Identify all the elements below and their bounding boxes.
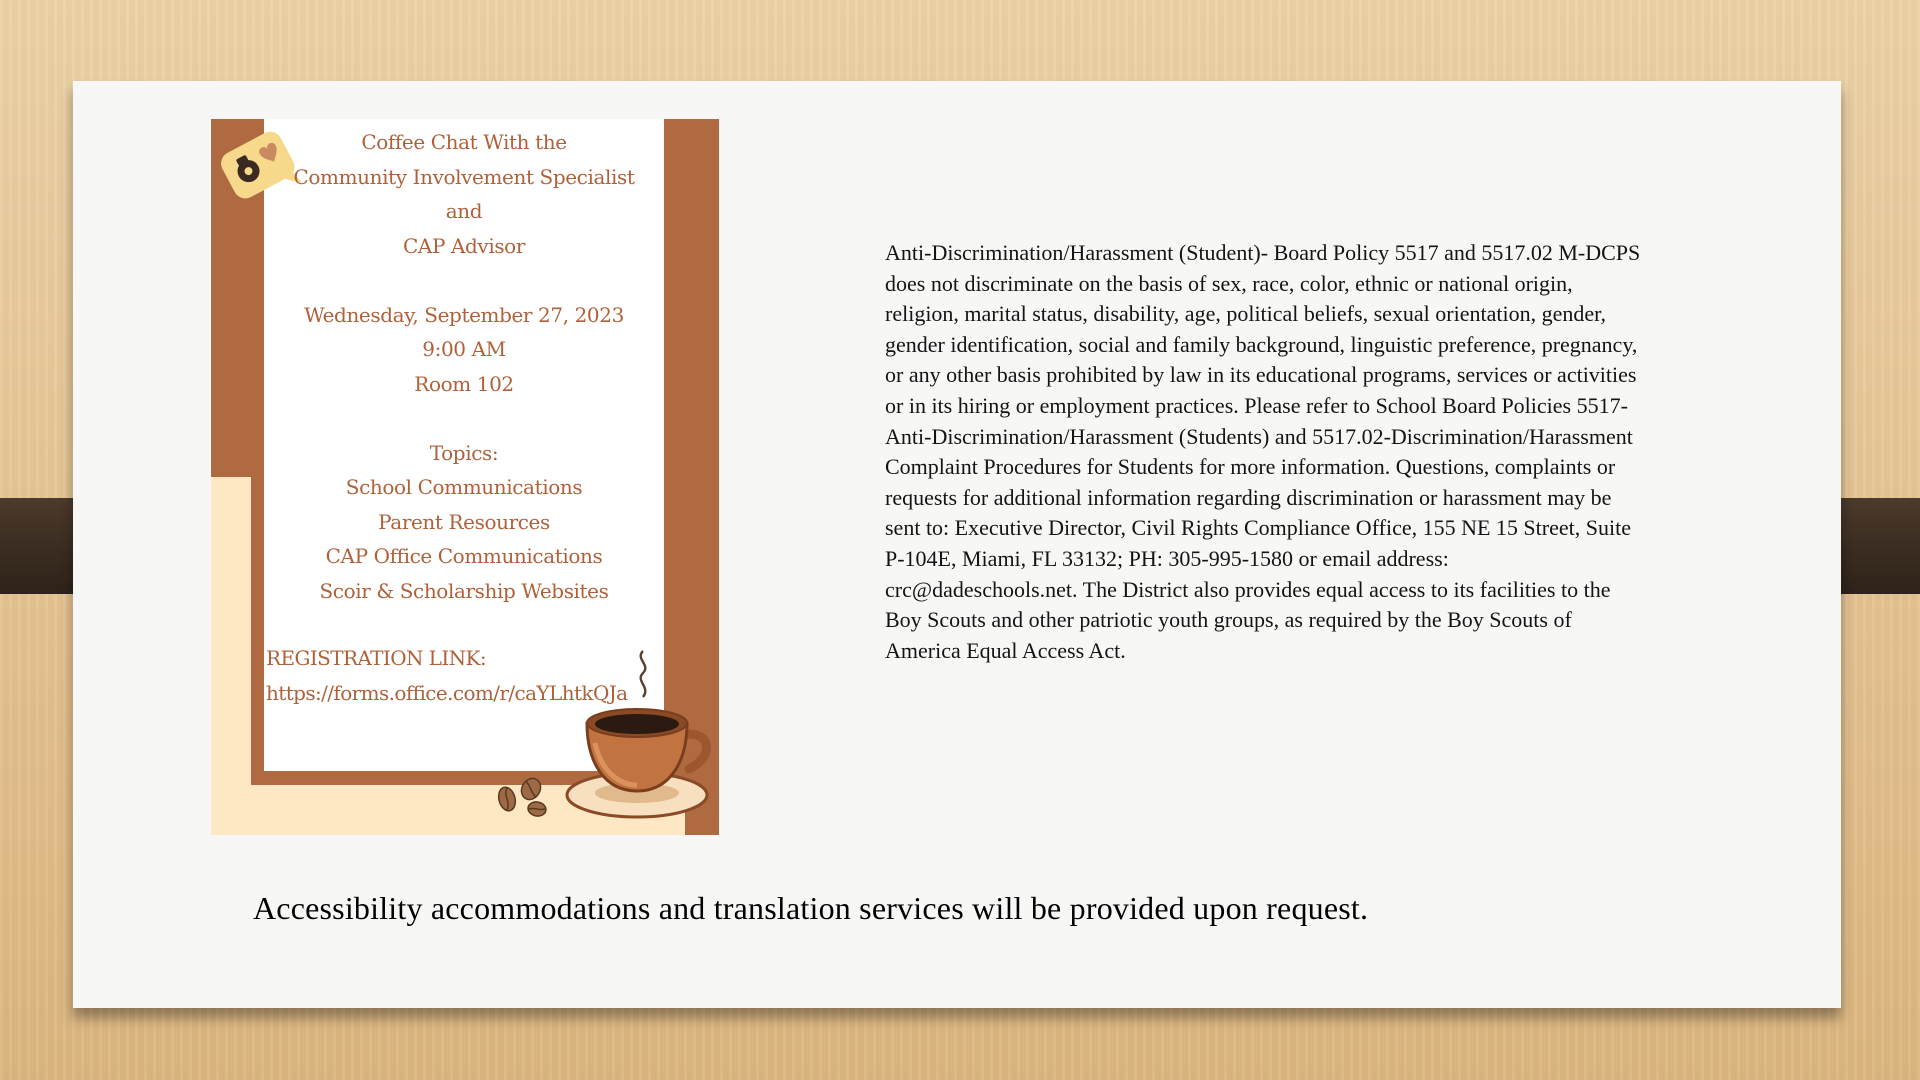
registration-label: REGISTRATION LINK: <box>266 646 487 670</box>
flyer-title-line-1: Coffee Chat With the <box>361 130 567 154</box>
registration-link[interactable]: https://forms.office.com/r/caYLhtkQJa <box>266 681 628 705</box>
flyer-title-line-3: and <box>445 199 483 223</box>
flyer-text <box>264 125 664 608</box>
flyer-topic-item: Parent Resources <box>378 509 550 534</box>
flyer-title-line-4: CAP Advisor <box>403 233 525 258</box>
flyer-topics-heading: Topics: <box>429 440 499 465</box>
flyer-room: Room 102 <box>414 371 514 396</box>
steam-icon <box>631 649 655 701</box>
flyer-spacer <box>264 263 664 298</box>
flyer-spacer <box>264 401 664 436</box>
coffee-beans-icon <box>493 775 561 821</box>
coffee-chat-flyer <box>211 119 719 835</box>
flyer-time: 9:00 AM <box>422 337 506 361</box>
flyer-topic-item: Scoir & Scholarship Websites <box>319 578 609 603</box>
flyer-date: Wednesday, September 27, 2023 <box>304 302 624 327</box>
accessibility-statement: Accessibility accommodations and translation services will be provided upon request. <box>253 890 1369 926</box>
coffee-cup-icon <box>565 699 719 823</box>
flyer-topic-item: CAP Office Communications <box>325 544 603 568</box>
flyer-topic-item: School Communications <box>345 475 583 499</box>
anti-discrimination-notice: Anti-Discrimination/Harassment (Student)- Board Policy 5517 and 5517.02 M-DCPS does not discriminate on the basis of sex, race, color, ethnic or national origin, religion, marital status, disability, age, political beliefs, sexual orientation, gender, gender identification, social and family background, linguistic preference, pregnancy, or any other basis prohibited by law in its educational programs, services or activities or in its hiring or employment practices. Please refer to School Board Policies 5517-Anti-Discrimination/Harassment (Students) and 5517.02-Discrimination/Harassment Complaint Procedures for Students for more information. Questions, complaints or requests for additional information regarding discrimination or harassment may be sent to: Executive Director, Civil Rights Compliance Office, 155 NE 15 Street, Suite P-104E, Miami, FL 33132; PH: 305-995-1580 or email address: crc@dadeschools.net. The District also provides equal access to its facilities to the Boy Scouts and other patriotic youth groups, as required by the Boy Scouts of America Equal Access Act. <box>885 240 1641 663</box>
flyer-title-line-2: Community Involvement Specialist <box>293 164 635 189</box>
